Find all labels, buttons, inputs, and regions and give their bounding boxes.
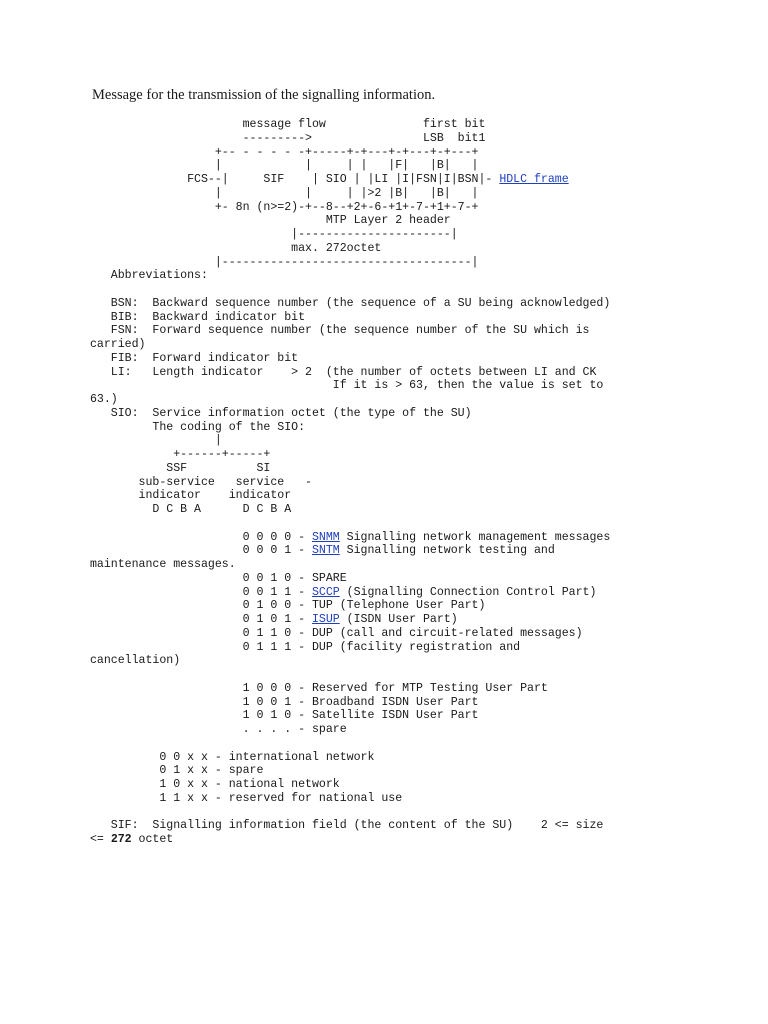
si-code-line bbox=[90, 544, 610, 558]
abbrev-fsn-wrap: carried) bbox=[90, 338, 146, 351]
document-body bbox=[90, 118, 610, 847]
ssf-code-line: 0 0 x x - international network bbox=[90, 750, 375, 764]
si-code-line: 0 1 0 0 - TUP (Telephone User Part) bbox=[90, 599, 486, 613]
abbrev-li: LI: Length indicator > 2 (the number of octets between LI and CK bbox=[90, 365, 597, 379]
sio-tree-line: | bbox=[90, 434, 222, 448]
abbrev-li-wrap: 63.) bbox=[90, 393, 118, 406]
sif-unit: octet bbox=[131, 833, 174, 846]
si-code-line: . . . . - spare bbox=[90, 723, 347, 736]
si-code-value: 0 0 0 1 - bbox=[90, 544, 312, 558]
si-code-wrap: cancellation) bbox=[90, 654, 181, 668]
blank-line bbox=[90, 283, 610, 297]
diagram-line: +-- - - - - -+-----+-+---+-+---+-+---+ bbox=[90, 145, 479, 159]
diagram-line: max. 272octet bbox=[90, 241, 382, 255]
sif-max-size: 272 bbox=[110, 833, 132, 846]
blank-line bbox=[90, 668, 610, 682]
si-code-value: 0 0 1 1 - bbox=[90, 585, 312, 599]
diagram-line: | | | | |F| |B| | bbox=[90, 159, 479, 173]
si-code-line: 0 0 1 0 - SPARE bbox=[90, 571, 347, 585]
abbrev-sio: SIO: Service information octet (the type of the SU) bbox=[90, 406, 472, 420]
si-code-line: 0 1 1 1 - DUP (facility registration and bbox=[90, 640, 521, 654]
si-code-line: 1 0 0 0 - Reserved for MTP Testing User Part bbox=[90, 681, 548, 695]
si-code-value: 0 1 0 1 - bbox=[90, 613, 312, 626]
abbrev-bib: BIB: Backward indicator bit bbox=[90, 310, 306, 324]
page-heading: Message for the transmission of the signalling information. bbox=[92, 87, 436, 103]
diagram-line: message flow first bit bbox=[90, 118, 486, 131]
si-code-line bbox=[90, 613, 610, 627]
blank-line bbox=[90, 806, 610, 820]
sio-tree-line: D C B A D C B A bbox=[90, 503, 292, 516]
diagram-line: ---------> LSB bit1 bbox=[90, 131, 486, 145]
sif-line: SIF: Signalling information field (the content of the SU) 2 <= size bbox=[90, 819, 604, 833]
diagram-line: MTP Layer 2 header bbox=[90, 214, 451, 228]
si-code-desc: (ISDN User Part) bbox=[339, 613, 458, 626]
sntm-link[interactable]: SNTM bbox=[312, 544, 340, 558]
si-code-wrap: maintenance messages. bbox=[90, 558, 236, 571]
diagram-fcs-text: FCS--| SIF | SIO | |LI |I|FSN|I|BSN|- bbox=[90, 173, 500, 186]
abbrev-fsn: FSN: Forward sequence number (the sequence number of the SU which is bbox=[90, 324, 590, 338]
blank-line bbox=[90, 517, 610, 531]
si-code-line: 1 0 1 0 - Satellite ISDN User Part bbox=[90, 709, 479, 723]
isup-link[interactable]: ISUP bbox=[312, 613, 340, 626]
si-code-line bbox=[90, 531, 610, 545]
sio-coding-title: The coding of the SIO: bbox=[90, 420, 306, 434]
snmm-link[interactable]: SNMM bbox=[312, 530, 340, 544]
sio-tree-line: sub-service service - bbox=[90, 475, 312, 489]
sio-tree-line: SSF SI bbox=[90, 461, 271, 475]
si-code-line bbox=[90, 586, 610, 600]
sif-line-wrap bbox=[90, 833, 610, 847]
diagram-line: +- 8n (n>=2)-+--8--+2+-6-+1+-7-+1+-7-+ bbox=[90, 200, 479, 214]
si-code-value: 0 0 0 0 - bbox=[90, 530, 312, 544]
sccp-link[interactable]: SCCP bbox=[312, 585, 340, 599]
si-code-desc: Signalling network management messages bbox=[339, 530, 611, 544]
abbrev-li-cont: If it is > 63, then the value is set to bbox=[90, 379, 604, 393]
sif-prefix: <= bbox=[90, 833, 111, 846]
diagram-line: |------------------------------------| bbox=[90, 255, 479, 269]
ssf-code-line: 1 1 x x - reserved for national use bbox=[90, 791, 403, 805]
si-code-desc: Signalling network testing and bbox=[339, 544, 555, 558]
diagram-line: |----------------------| bbox=[90, 228, 458, 241]
si-code-line: 1 0 0 1 - Broadband ISDN User Part bbox=[90, 695, 479, 709]
si-code-desc: (Signalling Connection Control Part) bbox=[339, 585, 597, 599]
abbrev-fib: FIB: Forward indicator bit bbox=[90, 351, 299, 365]
diagram-line-fcs bbox=[90, 173, 610, 187]
hdlc-frame-link[interactable]: HDLC frame bbox=[499, 173, 569, 186]
si-code-line: 0 1 1 0 - DUP (call and circuit-related messages) bbox=[90, 626, 583, 640]
diagram-line: | | | |>2 |B| |B| | bbox=[90, 186, 479, 200]
abbreviations-title: Abbreviations: bbox=[90, 269, 208, 283]
sio-tree-line: +------+-----+ bbox=[90, 448, 271, 461]
ssf-code-line: 1 0 x x - national network bbox=[90, 778, 340, 791]
ssf-code-line: 0 1 x x - spare bbox=[90, 764, 264, 778]
abbrev-bsn: BSN: Backward sequence number (the sequence of a SU being acknowledged) bbox=[90, 296, 611, 310]
blank-line bbox=[90, 737, 610, 751]
sio-tree-line: indicator indicator bbox=[90, 489, 292, 503]
